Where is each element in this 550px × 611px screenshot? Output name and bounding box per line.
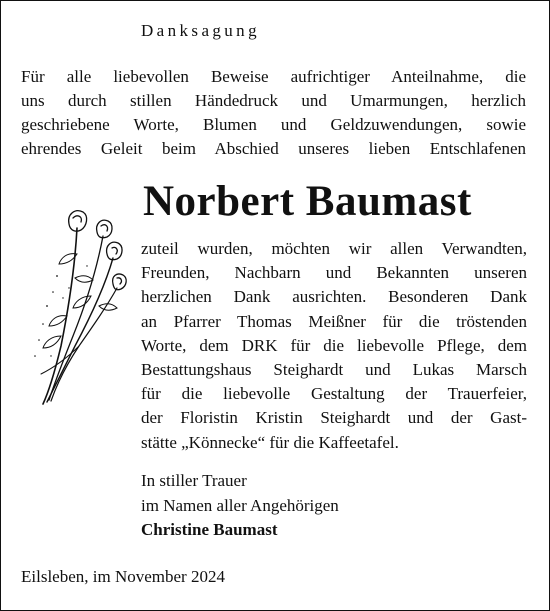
signature: Christine Baumast xyxy=(141,520,278,539)
closing-block xyxy=(141,469,339,543)
body-line: für die liebevolle Gestaltung der Trauerfeier, xyxy=(141,384,527,404)
deceased-name: Norbert Baumast xyxy=(143,178,472,225)
place-date: Eilsleben, im November 2024 xyxy=(21,567,225,586)
body-line: Worte, dem DRK für die liebevolle Pflege, dem xyxy=(141,335,527,355)
intro-line: uns durch stillen Händedruck und Umarmungen, herzlich xyxy=(21,91,526,110)
body-line: Freunden, Nachbarn und Bekannten unseren xyxy=(141,263,527,283)
intro-line: Für alle liebevollen Beweise aufrichtiger Anteilnahme, die xyxy=(21,67,526,86)
intro-line: geschriebene Worte, Blumen und Geldzuwendungen, sowie xyxy=(21,115,526,134)
heading: Danksagung xyxy=(141,21,260,40)
closing-line: In stiller Trauer xyxy=(141,471,247,490)
body-paragraph xyxy=(141,237,527,455)
body-line: zuteil wurden, möchten wir allen Verwandten, xyxy=(141,239,527,258)
body-line: an Pfarrer Thomas Meißner für die tröstenden xyxy=(141,311,527,331)
closing-line: im Namen aller Angehörigen xyxy=(141,495,339,515)
intro-paragraph xyxy=(21,65,526,161)
body-line: der Floristin Kristin Steighardt und der Gast- xyxy=(141,408,527,428)
rose-bouquet-icon xyxy=(17,206,137,406)
body-line: herzlichen Dank ausrichten. Besonderen Dank xyxy=(141,287,527,307)
body-line: stätte „Könnecke“ für die Kaffeetafel. xyxy=(141,432,399,452)
intro-line: ehrendes Geleit beim Abschied unseres lieben Entschlafenen xyxy=(21,139,526,158)
body-line: Bestattungshaus Steighardt und Lukas Marsch xyxy=(141,360,527,380)
